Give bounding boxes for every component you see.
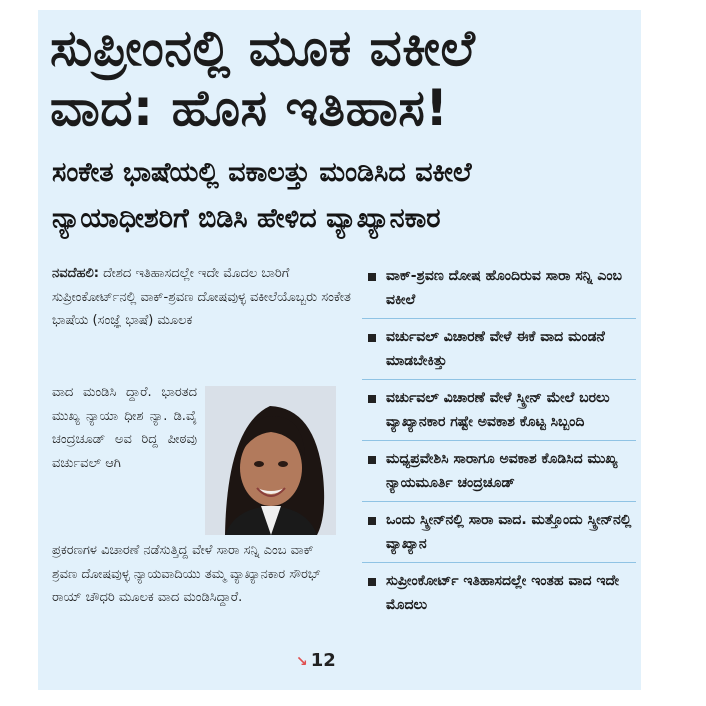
dateline: ನವದೆಹಲಿ: <box>52 266 99 281</box>
headline-line-1: ಸುಪ್ರೀಂನಲ್ಲಿ ಮೂಕ ವಕೀಲೆ <box>50 19 476 77</box>
subheadline-line-1: ಸಂಕೇತ ಭಾಷೆಯಲ್ಲಿ ವಕಾಲತ್ತು ಮಂಡಿಸಿದ ವಕೀಲೆ <box>52 157 472 188</box>
subheadline-line-2: ನ್ಯಾಯಾಧೀಶರಿಗೆ ಬಿಡಿಸಿ ಹೇಳಿದ ವ್ಯಾಖ್ಯಾನಕಾರ <box>52 203 441 234</box>
continued-marker <box>296 650 336 671</box>
highlight-item <box>362 567 636 623</box>
highlight-text: ವರ್ಚುವಲ್ ವಿಚಾರಣೆ ವೇಳೆ ಸ್ಕ್ರೀನ್ ಮೇಲೆ ಬರಲು ವ್ಯಾಖ್ಯಾನಕಾರ ಗಷ್ಟೇ ಅವಕಾಶ ಕೊಟ್ಟ ಸಿಬ್ಬಂದಿ <box>386 390 610 430</box>
bullet-icon <box>368 578 376 586</box>
highlight-item <box>362 506 636 563</box>
highlight-item <box>362 323 636 380</box>
article-body-top <box>52 262 352 333</box>
highlight-text: ಮಧ್ಯಪ್ರವೇಶಿಸಿ ಸಾರಾಗೂ ಅವಕಾಶ ಕೊಡಿಸಿದ ಮುಖ್ಯ ನ್ಯಾಯಮೂರ್ತಿ ಚಂದ್ರಚೂಡ್ <box>386 451 618 491</box>
continued-page-number: 12 <box>310 650 336 671</box>
bullet-icon <box>368 517 376 525</box>
arrow-down-right-icon: ↘ <box>296 654 308 670</box>
highlights-sidebar <box>362 262 636 627</box>
highlight-item <box>362 445 636 502</box>
portrait-image <box>205 386 336 535</box>
highlight-item <box>362 384 636 441</box>
bullet-icon <box>368 334 376 342</box>
headline-line-2: ವಾದ: ಹೊಸ ಇತಿಹಾಸ! <box>50 79 449 137</box>
bullet-icon <box>368 395 376 403</box>
bullet-icon <box>368 273 376 281</box>
lawyer-photo <box>205 386 336 535</box>
bullet-icon <box>368 456 376 464</box>
highlight-text: ಸುಪ್ರೀಂಕೋರ್ಟ್ ಇತಿಹಾಸದಲ್ಲೇ ಇಂತಹ ವಾದ ಇದೇ ಮೊದಲು <box>386 573 620 613</box>
article-paragraph-top: ದೇಶದ ಇತಿಹಾಸದಲ್ಲೇ ಇದೇ ಮೊದಲ ಬಾರಿಗೆ ಸುಪ್ರೀಂಕೋರ್ಟ್‌ನಲ್ಲಿ ವಾಕ್‌-ಶ್ರವಣ ದೋಷವುಳ್ಳ ವಕೀಲೆಯೊಬ್ಬರು ಸಂಕೇತ ಭಾಷೆಯ (ಸಂಜ್ಞೆ ಭಾಷೆ) ಮೂಲಕ <box>52 266 351 329</box>
highlight-item <box>362 262 636 319</box>
subheadline <box>52 150 637 242</box>
headline <box>50 18 635 138</box>
highlight-text: ವಾಕ್‌-ಶ್ರವಣ ದೋಷ ಹೊಂದಿರುವ ಸಾರಾ ಸನ್ನಿ ಎಂಬ ವಕೀಲೆ <box>386 268 622 308</box>
highlight-text: ಒಂದು ಸ್ಕ್ರೀನ್‌ನಲ್ಲಿ ಸಾರಾ ವಾದ. ಮತ್ತೊಂದು ಸ್ಕ್ರೀನ್‌ನಲ್ಲಿ ವ್ಯಾಖ್ಯಾನ <box>386 512 632 552</box>
article-paragraph-bottom: ಪ್ರಕರಣಗಳ ವಿಚಾರಣೆ ನಡೆಸುತ್ತಿದ್ದ ವೇಳೆ ಸಾರಾ ಸನ್ನಿ ಎಂಬ ವಾಕ್‌ ಶ್ರವಣ ದೋಷವುಳ್ಳ ನ್ಯಾಯವಾದಿಯು ತಮ್ಮ ವ್ಯಾಖ್ಯಾನಕಾರ ಸೌರಭ್ ರಾಯ್ ಚೌಧರಿ ಮೂಲಕ ವಾದ ಮಂಡಿಸಿದ್ದಾರೆ. <box>52 543 321 606</box>
article-paragraph-narrow: ವಾದ ಮಂಡಿಸಿ ದ್ದಾರೆ. ಭಾರತದ ಮುಖ್ಯ ನ್ಯಾಯಾ ಧೀಶ ನ್ಯಾ. ಡಿ.ವೈ ಚಂದ್ರಚೂಡ್ ಅವ ರಿದ್ದ ಪೀಠವು ವರ್ಚುವಲ್ ಆಗಿ <box>52 385 197 471</box>
highlight-text: ವರ್ಚುವಲ್ ವಿಚಾರಣೆ ವೇಳೆ ಈಕೆ ವಾದ ಮಂಡನೆ ಮಾಡಬೇಕಿತ್ತು <box>386 329 605 369</box>
